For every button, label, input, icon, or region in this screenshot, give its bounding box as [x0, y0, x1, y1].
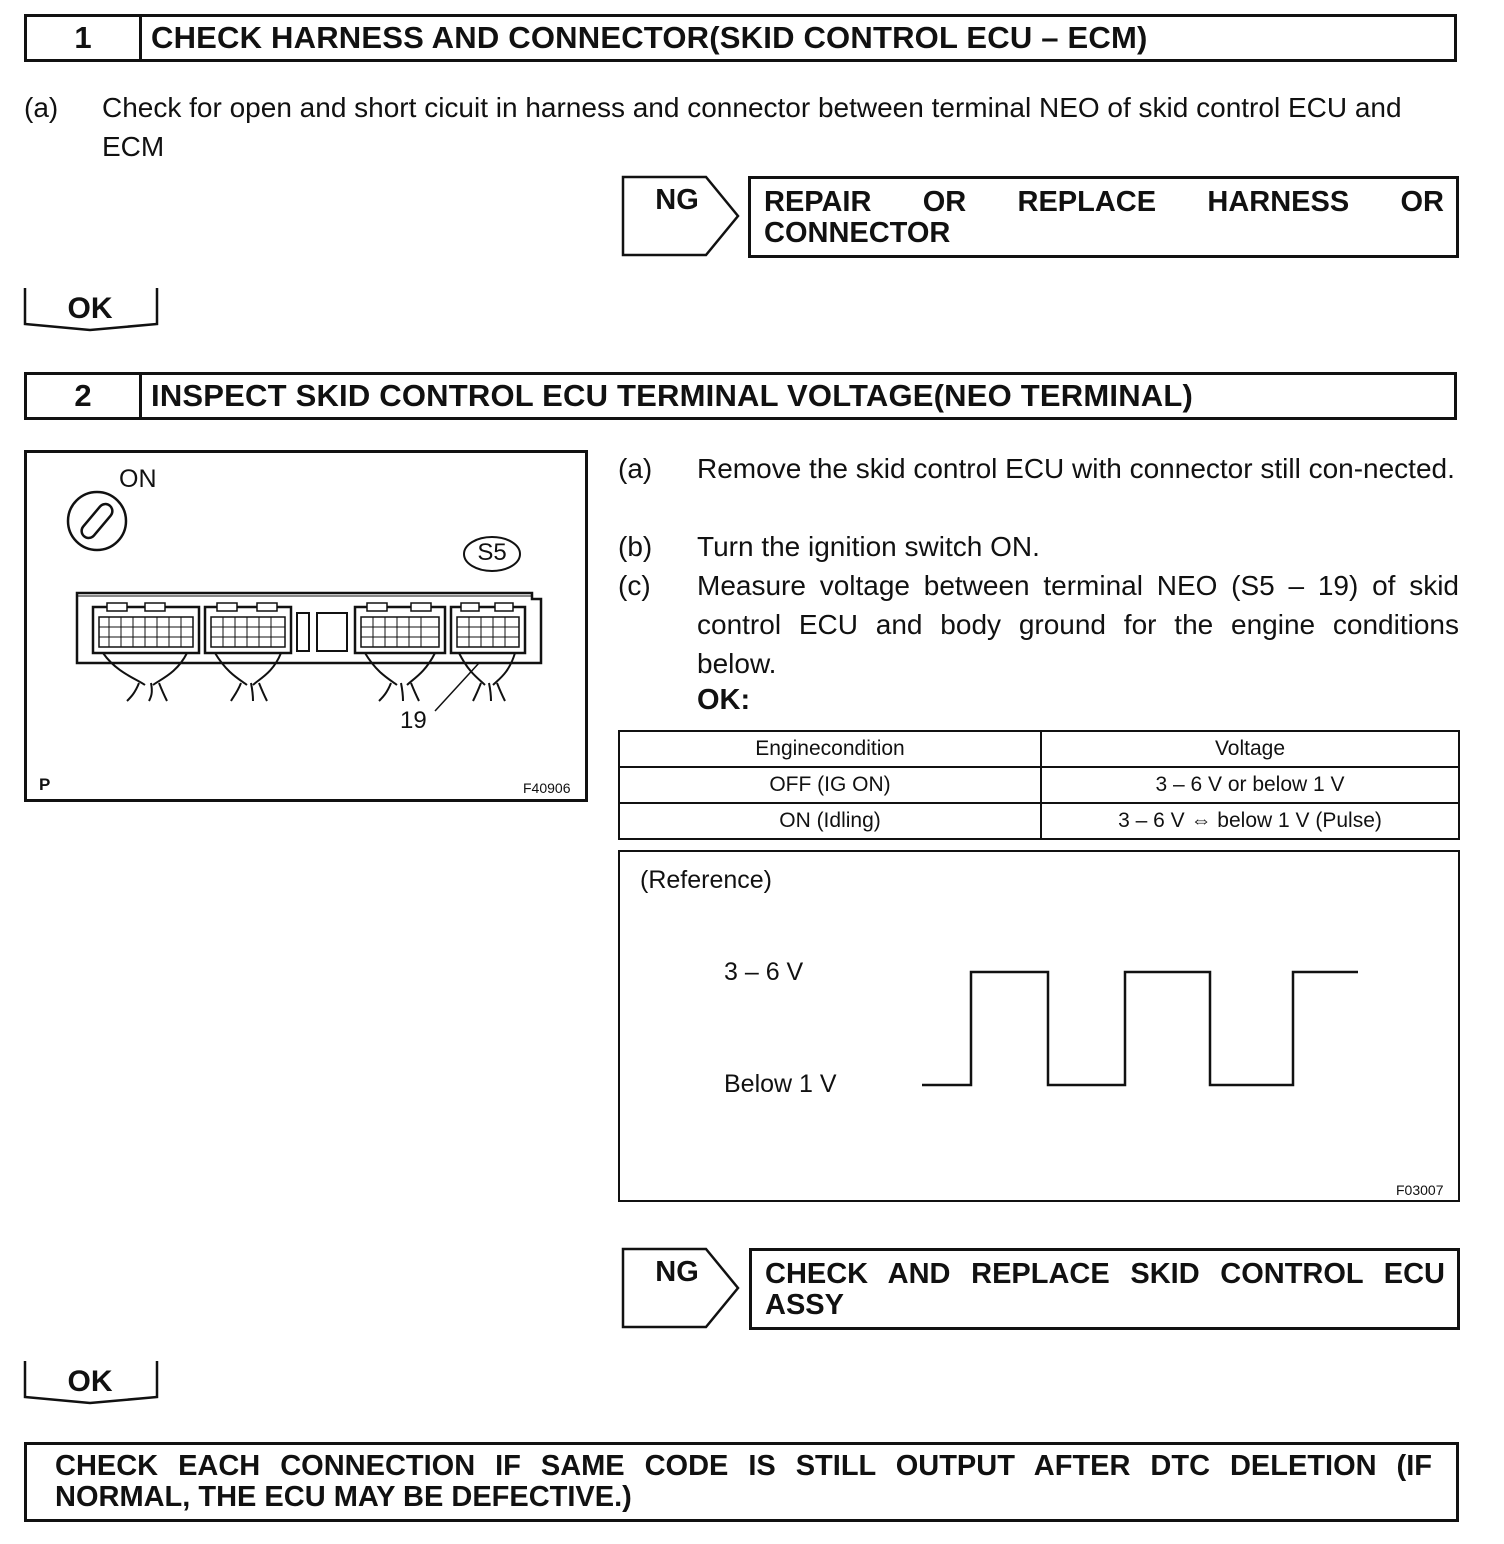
step2-number: 2 [27, 375, 142, 417]
step2-item-a-text: Remove the skid control ECU with connector still con-nected. [697, 453, 1455, 484]
figure-code-f03007: F03007 [1396, 1182, 1444, 1198]
table-cell: ON (Idling) [619, 803, 1041, 839]
final-check-box: CHECK EACH CONNECTION IF SAME CODE IS STILL OUTPUT AFTER DTC DELETION (IF NORMAL, THE ECU MAY BE DEFECTIVE.) [24, 1442, 1459, 1522]
step1-ng-label: NG [655, 184, 699, 216]
ecu-connector-illustration [27, 453, 585, 799]
terminal-19-label: 19 [400, 707, 427, 734]
pulse-waveform [620, 852, 1458, 1200]
ok-heading: OK: [697, 684, 751, 716]
table-cell: OFF (IG ON) [619, 767, 1041, 803]
step2-item-b-marker: (b) [618, 531, 653, 562]
step2-item-c-text: Measure voltage between terminal NEO (S5 – 19) of skid control ECU and body ground for the engine conditions below. [697, 570, 1459, 679]
step2-item-b-text: Turn the ignition switch ON. [697, 531, 1040, 562]
table-header-cell: Enginecondition [619, 731, 1041, 767]
voltage-spec-table [618, 730, 1460, 840]
step2-ng-label: NG [655, 1256, 699, 1288]
table-header-cell: Voltage [1041, 731, 1459, 767]
figure-code-f40906: F40906 [523, 780, 571, 796]
step1-item-a-text: Check for open and short cicuit in harness and connector between terminal NEO of skid control ECU and ECM [102, 92, 1402, 162]
ecu-connector-figure [24, 450, 588, 802]
step1-item-a-marker: (a) [24, 92, 59, 123]
step2-item-c-marker: (c) [618, 570, 651, 601]
step2-title: INSPECT SKID CONTROL ECU TERMINAL VOLTAGE(NEO TERMINAL) [151, 378, 1194, 413]
table-row [619, 767, 1459, 803]
table-cell: 3 – 6 V ⇔ below 1 V (Pulse) [1041, 803, 1459, 839]
ignition-on-label: ON [119, 465, 157, 493]
step2-header [24, 372, 1457, 420]
connector-s5-label: S5 [477, 539, 507, 566]
ignition-key-icon [68, 492, 126, 550]
table-cell: 3 – 6 V or below 1 V [1041, 767, 1459, 803]
figure-corner-label: P [39, 775, 51, 794]
step1-title: CHECK HARNESS AND CONNECTOR(SKID CONTROL ECU – ECM) [151, 20, 1148, 55]
high-voltage-label: 3 – 6 V [724, 958, 804, 986]
step1-ok-label: OK [67, 292, 113, 325]
low-voltage-label: Below 1 V [724, 1070, 837, 1098]
step2-ng-action: CHECK AND REPLACE SKID CONTROL ECU ASSY [749, 1248, 1460, 1330]
step2-ok-label: OK [67, 1365, 113, 1398]
step1-header [24, 14, 1457, 62]
step2-item-a-marker: (a) [618, 453, 653, 484]
table-row [619, 803, 1459, 839]
table-header-row [619, 731, 1459, 767]
step1-number: 1 [27, 17, 142, 59]
reference-waveform-figure [618, 850, 1460, 1202]
step1-ng-action: REPAIR OR REPLACE HARNESS OR CONNECTOR [748, 176, 1459, 258]
reference-title: (Reference) [640, 866, 772, 894]
